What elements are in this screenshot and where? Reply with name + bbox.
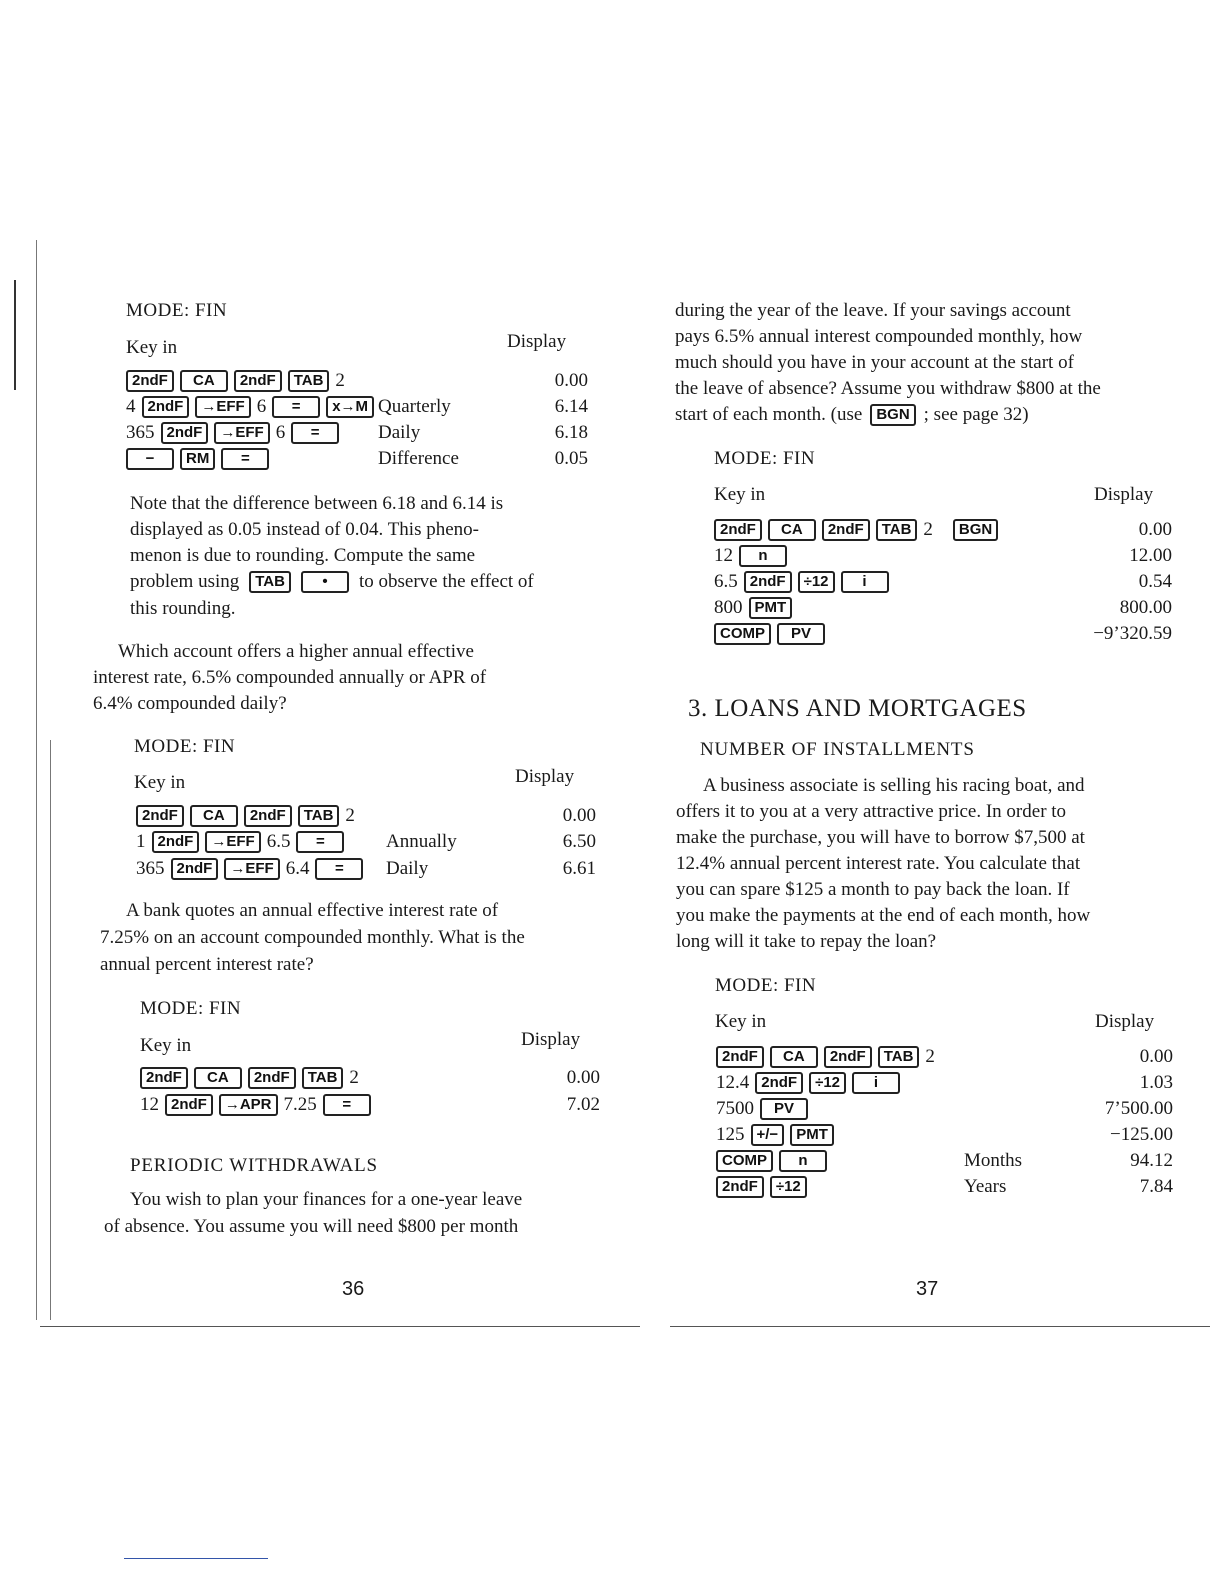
text-line: A bank quotes an annual effective interest rate of (126, 900, 499, 921)
key-comp: COMP (714, 623, 771, 645)
keystroke-row (716, 1096, 1173, 1122)
scan-edge-line (14, 280, 16, 390)
page-bottom-rule (670, 1326, 1210, 1327)
display-label: Display (521, 1029, 581, 1050)
text-line: much should you have in your account at the start of (675, 352, 1074, 373)
key-2ndf: 2ndF (142, 396, 190, 418)
entry-value: 6.4 (285, 858, 310, 879)
row-description: Months (964, 1150, 1023, 1171)
display-value: −9’320.59 (1093, 623, 1172, 644)
entry-value: 2 (349, 1067, 359, 1088)
key-bgn: BGN (953, 519, 998, 541)
entry-value: 6 (275, 422, 286, 443)
display-value: 0.00 (1138, 519, 1172, 540)
scan-edge-line (36, 240, 37, 1320)
key-minus: − (126, 448, 174, 470)
text-line: offers it to you at a very attractive price. In order to (676, 801, 1067, 822)
display-value: 6.18 (554, 422, 588, 443)
keyin-label: Key in (126, 337, 178, 358)
keystroke-row (140, 1065, 600, 1091)
display-value: −125.00 (1110, 1124, 1173, 1145)
display-value: 12.00 (1129, 545, 1172, 566)
text-line: this rounding. (130, 598, 236, 619)
key-to-apr: →APR (219, 1094, 278, 1116)
key-equals: = (315, 858, 363, 880)
entry-value: 6.5 (714, 571, 738, 592)
text-line: the leave of absence? Assume you withdraw $800 at the (675, 378, 1101, 399)
key-2ndf: 2ndF (140, 1067, 188, 1089)
text-line: pays 6.5% annual interest compounded monthly, how (675, 326, 1083, 347)
key-2ndf: 2ndF (161, 422, 209, 444)
text-line: of absence. You assume you will need $800 per month (104, 1216, 519, 1237)
entry-value: 12 (714, 545, 733, 566)
text-line: make the purchase, you will have to borrow $7,500 at (676, 827, 1085, 848)
key-2ndf: 2ndF (716, 1176, 764, 1198)
key-to-eff: →EFF (205, 831, 260, 853)
text-line: 6.4% compounded daily? (93, 693, 287, 714)
key-2ndf: 2ndF (822, 519, 870, 541)
key-2ndf: 2ndF (755, 1072, 803, 1094)
key-n: n (779, 1150, 827, 1172)
text-line: 7.25% on an account compounded monthly. What is the (100, 927, 525, 948)
text-span: to observe the effect of (358, 571, 534, 592)
entry-value: 7500 (716, 1098, 754, 1119)
text-line: during the year of the leave. If your savings account (675, 300, 1071, 321)
key-2ndf: 2ndF (165, 1094, 213, 1116)
key-div-12: ÷12 (770, 1176, 807, 1198)
entry-value: 12 (140, 1094, 159, 1115)
entry-value: 4 (126, 396, 136, 417)
text-line: menon is due to rounding. Compute the same (130, 545, 476, 566)
key-ca: CA (180, 370, 228, 392)
key-x-to-m: x→M (326, 396, 374, 418)
display-value: 0.00 (1139, 1046, 1173, 1067)
key-equals: = (291, 422, 339, 444)
text-span: problem using (130, 571, 240, 592)
key-div-12: ÷12 (809, 1072, 846, 1094)
key-pmt: PMT (749, 597, 793, 619)
key-2ndf: 2ndF (744, 571, 792, 593)
key-2ndf: 2ndF (824, 1046, 872, 1068)
key-tab: TAB (298, 805, 340, 827)
section-subheading: NUMBER OF INSTALLMENTS (700, 739, 975, 760)
text-line: Which account offers a higher annual effective (118, 641, 474, 662)
key-i: i (841, 571, 889, 593)
text-line: you make the payments at the end of each month, how (676, 905, 1091, 926)
entry-value: 2 (925, 1046, 935, 1067)
key-div-12: ÷12 (798, 571, 835, 593)
keystroke-row (136, 829, 596, 855)
section-heading: 3. LOANS AND MORTGAGES (688, 695, 1027, 722)
key-rm: RM (180, 448, 215, 470)
entry-value: 125 (716, 1124, 745, 1145)
text-line: annual percent interest rate? (100, 954, 314, 975)
key-tab: TAB (878, 1046, 920, 1068)
display-value: 0.05 (554, 448, 588, 469)
display-label: Display (1094, 484, 1154, 505)
keystroke-row (716, 1070, 1173, 1096)
keystroke-row (126, 420, 588, 446)
keystroke-row (716, 1174, 1173, 1200)
keyin-label: Key in (715, 1011, 767, 1032)
text-line: 12.4% annual percent interest rate. You calculate that (676, 853, 1081, 874)
mode-label: MODE: FIN (134, 736, 236, 757)
entry-value: 800 (714, 597, 743, 618)
keystroke-row (126, 368, 588, 394)
page-number: 37 (916, 1278, 939, 1300)
key-pv: PV (760, 1098, 808, 1120)
keyin-label: Key in (140, 1035, 192, 1056)
keystroke-row (140, 1092, 600, 1118)
text-line: A business associate is selling his racing boat, and (703, 775, 1085, 796)
key-tab: TAB (288, 370, 330, 392)
mode-label: MODE: FIN (715, 975, 817, 996)
entry-value: 365 (126, 422, 155, 443)
entry-value: 6.5 (266, 831, 291, 852)
key-equals: = (221, 448, 269, 470)
display-value: 0.00 (562, 805, 596, 826)
entry-value: 2 (335, 370, 345, 391)
keyin-label: Key in (134, 772, 186, 793)
keystroke-row (716, 1148, 1173, 1174)
key-comp: COMP (716, 1150, 773, 1172)
display-value: 800.00 (1119, 597, 1172, 618)
key-2ndf: 2ndF (234, 370, 282, 392)
key-decimal: • (301, 571, 349, 593)
display-value: 6.50 (562, 831, 596, 852)
text-line: interest rate, 6.5% compounded annually or APR of (93, 667, 487, 688)
entry-value: 7.25 (283, 1094, 317, 1115)
page-bottom-rule (40, 1326, 640, 1327)
text-line: displayed as 0.05 instead of 0.04. This pheno- (130, 519, 479, 540)
keystroke-row (136, 856, 596, 882)
mode-label: MODE: FIN (126, 300, 228, 321)
key-to-eff: →EFF (214, 422, 269, 444)
row-description: Daily (378, 422, 421, 443)
key-ca: CA (194, 1067, 242, 1089)
entry-value: 6 (256, 396, 267, 417)
row-description: Quarterly (378, 396, 451, 417)
keystroke-row (126, 446, 588, 472)
display-value: 7’500.00 (1104, 1098, 1173, 1119)
key-ca: CA (768, 519, 816, 541)
display-value: 94.12 (1130, 1150, 1173, 1171)
text-span: start of each month. (use (675, 404, 863, 425)
scan-mark-line (124, 1558, 268, 1559)
key-ca: CA (190, 805, 238, 827)
text-line (675, 402, 1029, 428)
keystroke-row (714, 569, 1172, 595)
keystroke-row (136, 803, 596, 829)
key-equals: = (323, 1094, 371, 1116)
section-subheading: PERIODIC WITHDRAWALS (130, 1155, 378, 1176)
entry-value: 2 (345, 805, 355, 826)
row-description: Annually (386, 831, 457, 852)
key-2ndf: 2ndF (171, 858, 219, 880)
key-equals: = (296, 831, 344, 853)
display-label: Display (515, 766, 575, 787)
display-label: Display (507, 331, 567, 352)
keyin-label: Key in (714, 484, 766, 505)
display-value: 7.84 (1139, 1176, 1173, 1197)
key-2ndf: 2ndF (152, 831, 200, 853)
key-2ndf: 2ndF (136, 805, 184, 827)
keystroke-row (714, 543, 1172, 569)
key-equals: = (272, 396, 320, 418)
text-line: you can spare $125 a month to pay back the loan. If (676, 879, 1070, 900)
keystroke-row (716, 1122, 1173, 1148)
row-description: Daily (386, 858, 429, 879)
keystroke-row (714, 595, 1172, 621)
display-value: 0.00 (554, 370, 588, 391)
keystroke-row (714, 621, 1172, 647)
text-line: Note that the difference between 6.18 and 6.14 is (130, 493, 504, 514)
display-value: 6.14 (554, 396, 588, 417)
display-value: 0.54 (1138, 571, 1172, 592)
mode-label: MODE: FIN (140, 998, 242, 1019)
page-number: 36 (342, 1278, 365, 1300)
key-to-eff: →EFF (224, 858, 279, 880)
display-value: 1.03 (1139, 1072, 1173, 1093)
entry-value: 12.4 (716, 1072, 750, 1093)
key-2ndf: 2ndF (126, 370, 174, 392)
display-value: 6.61 (562, 858, 596, 879)
key-tab: TAB (876, 519, 918, 541)
key-i: i (852, 1072, 900, 1094)
key-2ndf: 2ndF (244, 805, 292, 827)
text-line: long will it take to repay the loan? (676, 931, 937, 952)
display-label: Display (1095, 1011, 1155, 1032)
key-bgn: BGN (870, 404, 915, 426)
key-tab: TAB (302, 1067, 344, 1089)
entry-value: 1 (136, 831, 146, 852)
key-n: n (739, 545, 787, 567)
keystroke-row (126, 394, 588, 420)
key-2ndf: 2ndF (248, 1067, 296, 1089)
entry-value: 2 (923, 519, 933, 540)
text-span: ; see page 32) (923, 404, 1029, 425)
key-ca: CA (770, 1046, 818, 1068)
text-line: You wish to plan your finances for a one-year leave (130, 1189, 523, 1210)
display-value: 7.02 (566, 1094, 600, 1115)
key-tab: TAB (249, 571, 291, 593)
key-to-eff: →EFF (195, 396, 250, 418)
scan-edge-line (50, 740, 51, 1320)
entry-value: 365 (136, 858, 165, 879)
keystroke-row (714, 517, 1172, 543)
key-pv: PV (777, 623, 825, 645)
mode-label: MODE: FIN (714, 448, 816, 469)
display-value: 0.00 (566, 1067, 600, 1088)
key-pmt: PMT (790, 1124, 834, 1146)
key-2ndf: 2ndF (714, 519, 762, 541)
row-description: Years (964, 1176, 1007, 1197)
key-2ndf: 2ndF (716, 1046, 764, 1068)
row-description: Difference (378, 448, 459, 469)
key-change-sign: +/− (751, 1124, 785, 1146)
text-line (130, 569, 534, 595)
keystroke-row (716, 1044, 1173, 1070)
